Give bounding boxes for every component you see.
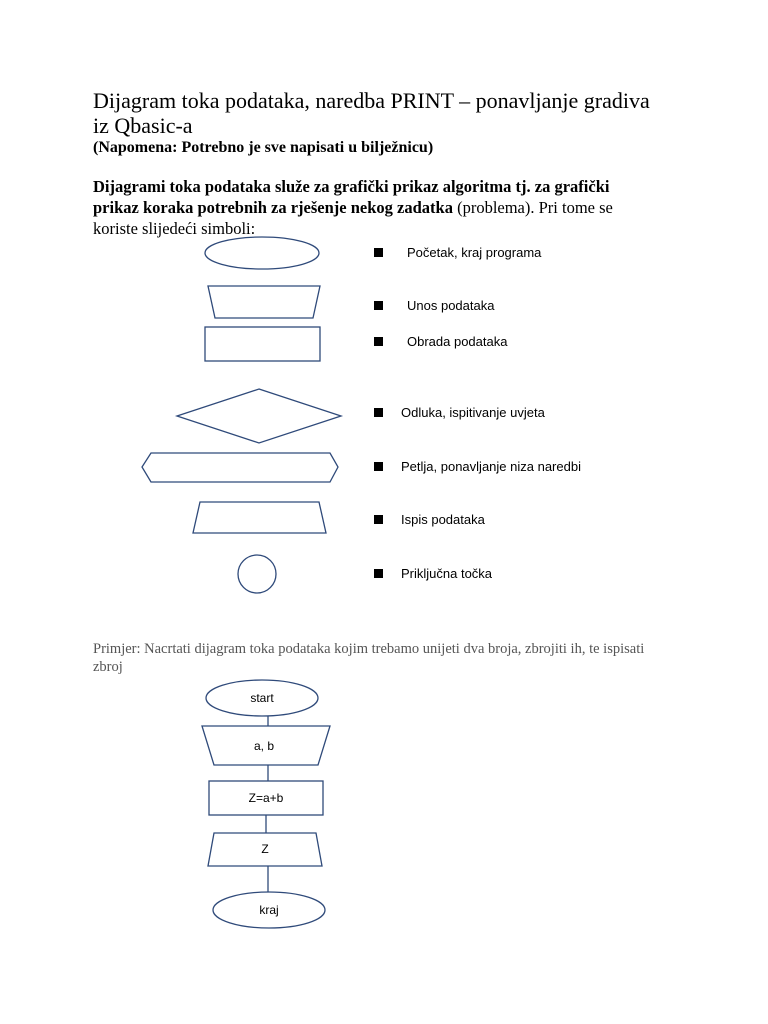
document-title: Dijagram toka podataka, naredba PRINT – ponavljanje gradiva iz Qbasic-a — [93, 88, 650, 138]
legend-label: Obrada podataka — [407, 334, 508, 349]
legend-label: Unos podataka — [407, 298, 495, 313]
bullet-icon — [374, 301, 383, 310]
flow-label-output: Z — [261, 842, 269, 857]
flow-label-end: kraj — [259, 903, 279, 918]
symbol-hexagon — [142, 453, 338, 482]
legend-item — [374, 334, 507, 349]
bullet-icon — [374, 248, 383, 257]
bullet-icon — [374, 569, 383, 578]
legend-item — [374, 245, 541, 260]
symbol-circle — [238, 555, 276, 593]
legend-item — [374, 405, 545, 420]
intro-text: (problema). Pri tome se koriste slijedeći simboli: — [93, 198, 613, 238]
bullet-icon — [374, 408, 383, 417]
bullet-icon — [374, 462, 383, 471]
bullet-icon — [374, 515, 383, 524]
symbol-diamond — [177, 389, 341, 443]
legend-label: Petlja, ponavljanje niza naredbi — [401, 459, 581, 474]
symbol-ellipse — [205, 237, 319, 269]
legend-label: Priključna točka — [401, 566, 493, 581]
legend-item — [374, 512, 485, 527]
legend-item — [374, 459, 581, 474]
flow-label-process: Z=a+b — [248, 791, 284, 806]
bullet-icon — [374, 337, 383, 346]
symbol-rectangle — [205, 327, 320, 361]
intro-text-bold: služe za grafički prikaz algoritma tj. za grafički prikaz koraka potrebnih za rješenje nekog zadatka — [93, 177, 610, 217]
flow-label-start: start — [250, 691, 274, 706]
intro-bold-term: Dijagrami toka podataka — [93, 177, 271, 196]
symbol-output-trapezoid — [193, 502, 326, 533]
flow-label-input: a, b — [253, 739, 275, 754]
legend-label: Odluka, ispitivanje uvjeta — [401, 405, 545, 420]
symbol-input-trapezoid — [208, 286, 320, 318]
legend-label: Ispis podataka — [401, 512, 485, 527]
example-text: Primjer: Nacrtati dijagram toka podataka kojim trebamo unijeti dva broja, zbrojiti ih, te ispisati zbroj — [93, 641, 645, 675]
legend-item — [374, 566, 492, 581]
legend-label: Početak, kraj programa — [407, 245, 542, 260]
note: (Napomena: Potrebno je sve napisati u bilježnicu) — [93, 139, 434, 156]
legend-item — [374, 298, 494, 313]
